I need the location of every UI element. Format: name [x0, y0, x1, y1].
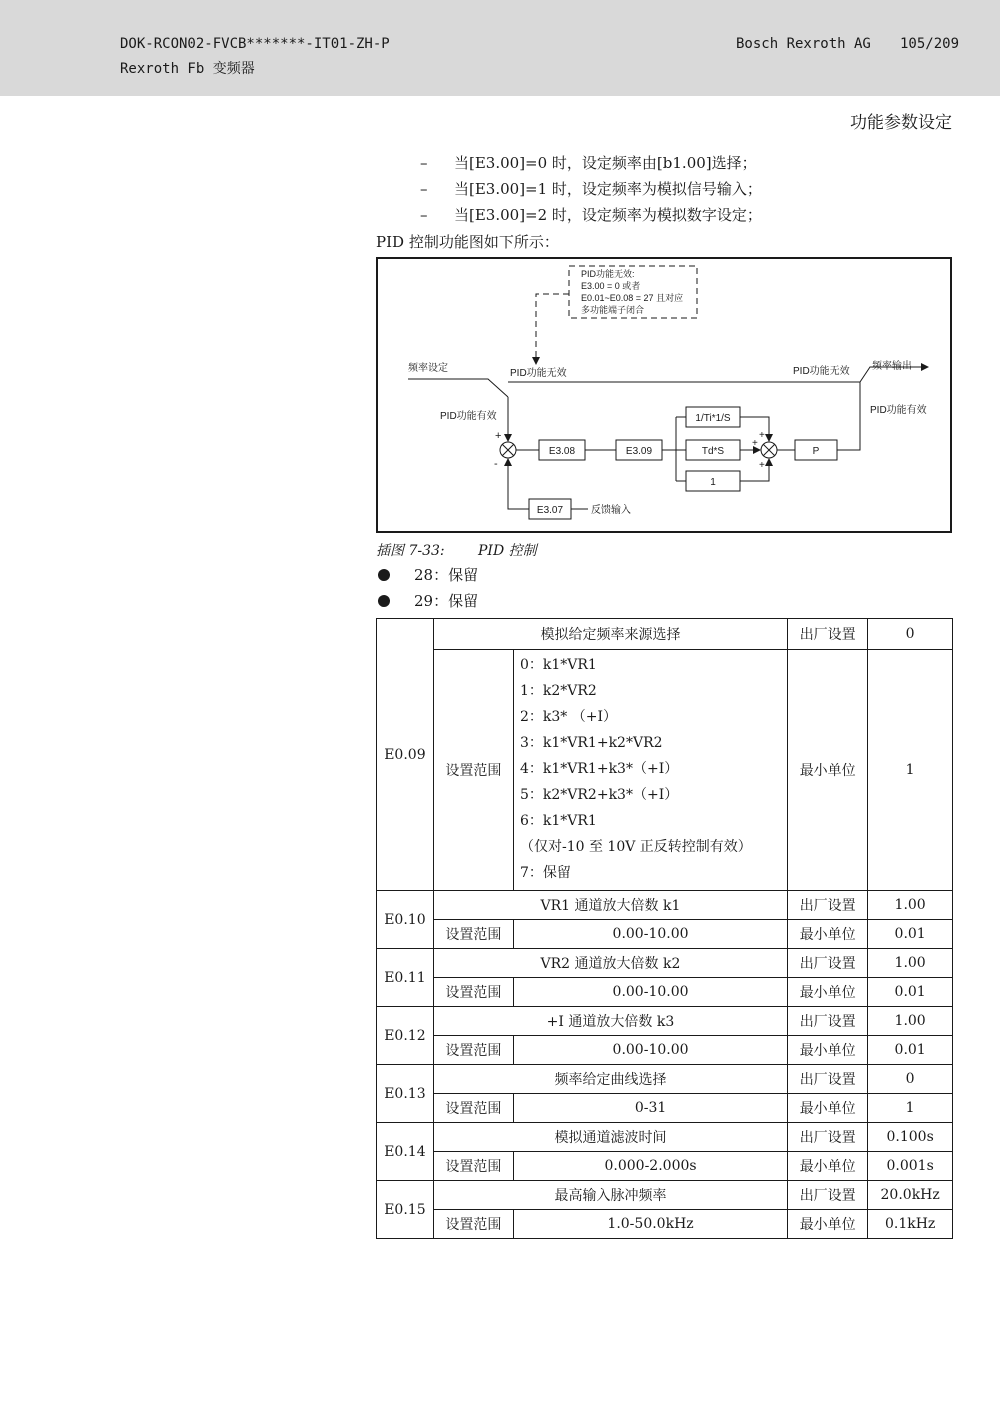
bullet-text: 当[E3.00]=1 时，设定频率为模拟信号输入；: [454, 180, 762, 198]
param-name: 频率给定曲线选择: [433, 1065, 787, 1094]
range-value: 0-31: [513, 1094, 787, 1123]
range-option: 6：k1*VR1: [519, 813, 597, 829]
plus-sign: +: [759, 460, 765, 471]
factory-value: 0: [868, 619, 953, 650]
param-code: E0.15: [377, 1181, 434, 1239]
param-code: E0.14: [377, 1123, 434, 1181]
range-value: 1.0-50.0kHz: [513, 1210, 787, 1239]
factory-label: 出厂设置: [788, 949, 868, 978]
range-value: 0.00-10.00: [513, 920, 787, 949]
range-options: [513, 650, 787, 891]
list-item: [420, 152, 757, 173]
factory-value: 1.00: [868, 1007, 953, 1036]
param-name: 最高输入脉冲频率: [433, 1181, 787, 1210]
reserved-text: 28：保留: [414, 566, 479, 584]
table-row: [377, 920, 953, 949]
note-line: PID功能无效:: [581, 269, 635, 279]
range-value: 0.00-10.00: [513, 1036, 787, 1065]
range-label: 设置范围: [433, 920, 513, 949]
table-row: [377, 1007, 953, 1036]
range-label: 设置范围: [433, 1210, 513, 1239]
table-row: [377, 619, 953, 650]
list-item: [378, 564, 478, 585]
parameter-table: [376, 618, 953, 1239]
page-number: 105/209: [900, 36, 960, 52]
table-row: [377, 1094, 953, 1123]
range-value: 0.00-10.00: [513, 978, 787, 1007]
factory-label: 出厂设置: [788, 891, 868, 920]
param-code: E0.12: [377, 1007, 434, 1065]
unit-value: 0.1kHz: [868, 1210, 953, 1239]
factory-label: 出厂设置: [788, 1007, 868, 1036]
table-row: [377, 650, 953, 891]
range-option: 3：k1*VR1+k2*VR2: [519, 735, 663, 751]
range-option: 2：k3* （+I）: [519, 709, 617, 725]
unit-value: 0.01: [868, 978, 953, 1007]
block-derivative-label: Td*S: [701, 446, 725, 457]
table-row: [377, 949, 953, 978]
block-e308-label: E3.08: [548, 446, 576, 457]
factory-label: 出厂设置: [788, 1065, 868, 1094]
unit-value: 0.001s: [868, 1152, 953, 1181]
plus-sign: +: [752, 438, 758, 449]
param-name: 模拟通道滤波时间: [433, 1123, 787, 1152]
pid-valid-left: PID功能有效: [440, 411, 497, 422]
param-code: E0.10: [377, 891, 434, 949]
range-option: （仅对-10 至 10V 正反转控制有效）: [519, 839, 752, 855]
pid-invalid-left: PID功能无效: [510, 368, 567, 379]
table-row: [377, 1181, 953, 1210]
table-row: [377, 978, 953, 1007]
range-option: 0：k1*VR1: [519, 657, 597, 673]
pid-valid-right: PID功能有效: [870, 405, 927, 416]
table-row: [377, 1065, 953, 1094]
note-line: E3.00 = 0 或者: [581, 281, 641, 291]
unit-value: 0.01: [868, 920, 953, 949]
note-line: E0.01~E0.08 = 27 且对应: [581, 293, 684, 303]
range-label: 设置范围: [433, 978, 513, 1007]
table-row: [377, 891, 953, 920]
bullet-dash: –: [420, 180, 428, 198]
doc-id: DOK-RCON02-FVCB*******-IT01-ZH-P: [120, 36, 390, 52]
bullet-dash: –: [420, 206, 428, 224]
table-row: [377, 1036, 953, 1065]
factory-label: 出厂设置: [788, 1123, 868, 1152]
param-code: E0.09: [377, 619, 434, 891]
block-p-label: P: [812, 446, 820, 457]
list-item: [378, 590, 478, 611]
table-row: [377, 1123, 953, 1152]
range-label: 设置范围: [433, 650, 513, 891]
range-value: 0.000-2.000s: [513, 1152, 787, 1181]
range-option: 5：k2*VR2+k3*（+I）: [519, 787, 679, 803]
unit-value: 1: [868, 650, 953, 891]
unit-value: 0.01: [868, 1036, 953, 1065]
unit-label: 最小单位: [788, 650, 868, 891]
bullet-dot: [378, 569, 390, 581]
param-name: 模拟给定频率来源选择: [433, 619, 787, 650]
unit-value: 1: [868, 1094, 953, 1123]
reserved-text: 29：保留: [414, 592, 479, 610]
factory-label: 出厂设置: [788, 619, 868, 650]
range-label: 设置范围: [433, 1094, 513, 1123]
factory-value: 1.00: [868, 949, 953, 978]
table-row: [377, 1210, 953, 1239]
unit-label: 最小单位: [788, 920, 868, 949]
factory-value: 20.0kHz: [868, 1181, 953, 1210]
bullet-dot: [378, 595, 390, 607]
pid-invalid-right: PID功能无效: [793, 366, 850, 377]
bullet-text: 当[E3.00]=0 时，设定频率由[b1.00]选择；: [454, 154, 757, 172]
range-option: 7：保留: [519, 865, 571, 881]
diagram-intro: PID 控制功能图如下所示：: [376, 233, 559, 251]
factory-value: 1.00: [868, 891, 953, 920]
range-option: 4：k1*VR1+k3*（+I）: [519, 761, 679, 777]
block-e309-label: E3.09: [625, 446, 653, 457]
freq-output-label: 频率输出: [872, 361, 912, 372]
factory-value: 0.100s: [868, 1123, 953, 1152]
table-row: [377, 1152, 953, 1181]
plus-sign: +: [495, 430, 502, 442]
caption-title: PID 控制: [478, 543, 537, 559]
unit-label: 最小单位: [788, 978, 868, 1007]
param-code: E0.11: [377, 949, 434, 1007]
minus-sign: -: [494, 458, 498, 470]
factory-label: 出厂设置: [788, 1181, 868, 1210]
unit-label: 最小单位: [788, 1152, 868, 1181]
caption-number: 插图 7-33:: [376, 543, 445, 559]
figure-caption: [376, 540, 537, 560]
list-item: [420, 204, 762, 225]
note-line: 多功能端子闭合: [581, 305, 645, 315]
list-item: [420, 178, 762, 199]
bullet-dash: –: [420, 154, 428, 172]
range-label: 设置范围: [433, 1152, 513, 1181]
unit-label: 最小单位: [788, 1036, 868, 1065]
feedback-label: 反馈输入: [591, 505, 631, 516]
block-integral-label: 1/Ti*1/S: [695, 413, 731, 424]
plus-sign: +: [759, 430, 765, 441]
range-option: 1：k2*VR2: [519, 683, 597, 699]
doc-subtitle: Rexroth Fb 变频器: [120, 61, 255, 77]
unit-label: 最小单位: [788, 1210, 868, 1239]
param-name: VR1 通道放大倍数 k1: [433, 891, 787, 920]
pid-control-diagram: [376, 257, 952, 533]
range-label: 设置范围: [433, 1036, 513, 1065]
factory-value: 0: [868, 1065, 953, 1094]
block-proportional-label: 1: [710, 477, 716, 488]
section-title: 功能参数设定: [850, 113, 952, 133]
bullet-text: 当[E3.00]=2 时，设定频率为模拟数字设定；: [454, 206, 762, 224]
param-code: E0.13: [377, 1065, 434, 1123]
param-name: VR2 通道放大倍数 k2: [433, 949, 787, 978]
block-e307-label: E3.07: [536, 505, 564, 516]
unit-label: 最小单位: [788, 1094, 868, 1123]
param-name: +I 通道放大倍数 k3: [433, 1007, 787, 1036]
company-name: Bosch Rexroth AG: [736, 36, 871, 52]
page-header: [0, 0, 1000, 96]
freq-set-label: 频率设定: [408, 363, 448, 374]
